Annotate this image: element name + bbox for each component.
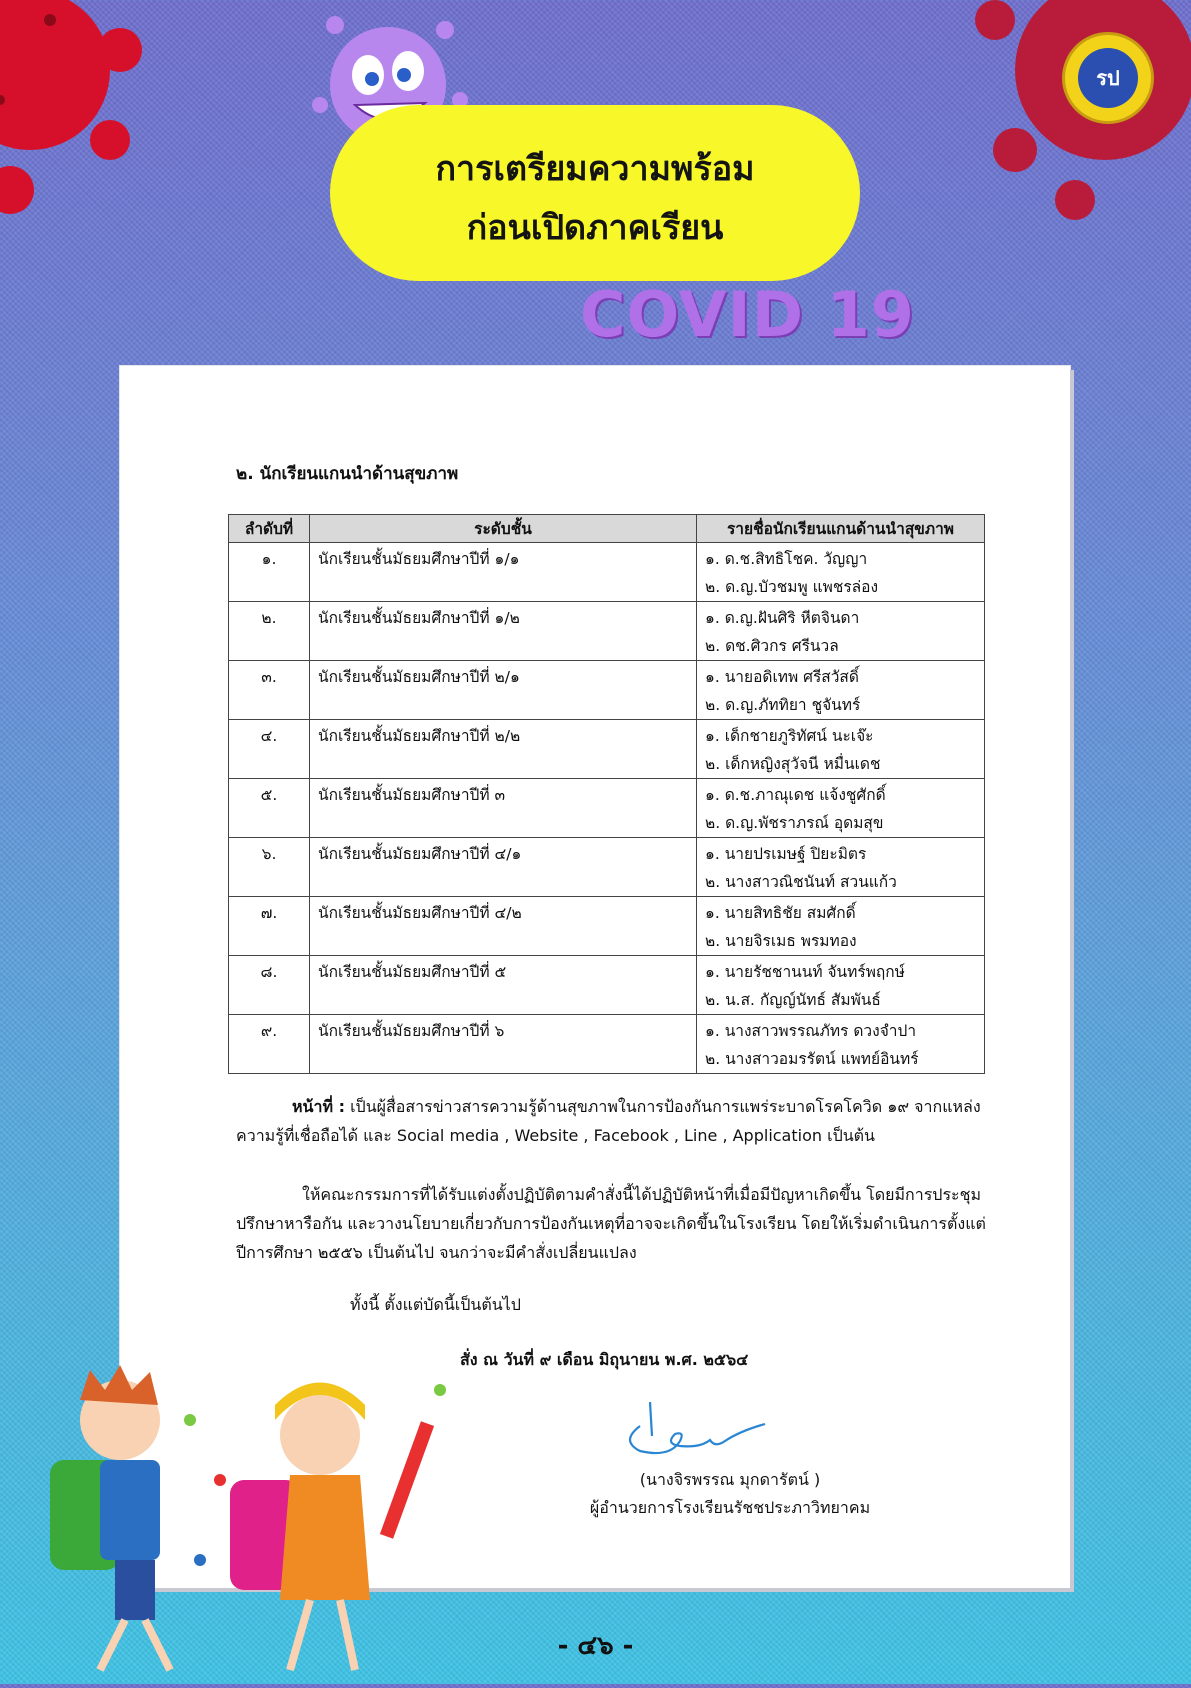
student-name: ๒. นางสาวอมรรัตน์ แพทย์อินทร์: [705, 1050, 919, 1068]
row-number: ๒.: [229, 602, 310, 661]
covid19-logo-text: COVID 19: [580, 278, 915, 351]
row-names: [697, 779, 985, 838]
student-name: ๒. นางสาวณิชนันท์ สวนแก้ว: [705, 873, 897, 891]
row-names: [697, 661, 985, 720]
student-name: ๑. นายรัชชานนท์ จันทร์พฤกษ์: [705, 963, 905, 981]
row-names: [697, 956, 985, 1015]
header-level: ระดับชั้น: [310, 515, 697, 543]
order-date: สั่ง ณ วันที่ ๙ เดือน มิถุนายน พ.ศ. ๒๕๖๔: [460, 1350, 749, 1369]
header-student-names: รายชื่อนักเรียนแกนด้านนำสุขภาพ: [697, 515, 985, 543]
signature-image: [580, 1396, 780, 1466]
svg-text:รป: รป: [1096, 66, 1120, 90]
order-line1: ให้คณะกรรมการที่ได้รับแต่งตั้งปฏิบัติตามคำสั่งนี้ได้ปฏิบัติหน้าที่เมื่อมีปัญหาเกิดขึ้น โดยมีการประชุม: [302, 1185, 982, 1204]
student-name: ๒. ดช.ศิวกร ศรีนวล: [705, 637, 839, 655]
duty-text: เป็นผู้สื่อสารข่าวสารความรู้ด้านสุขภาพในการป้องกันการแพร่ระบาดโรคโควิด ๑๙ จากแหล่ง: [344, 1097, 981, 1116]
effective-statement: ทั้งนี้ ตั้งแต่บัดนี้เป็นต้นไป: [350, 1295, 521, 1314]
student-name: ๑. นายอดิเทพ ศรีสวัสดิ์: [705, 668, 859, 686]
banner-title-line1: การเตรียมความพร้อม: [435, 149, 755, 189]
row-number: ๓.: [229, 661, 310, 720]
row-names: [697, 838, 985, 897]
duty-label: หน้าที่ :: [292, 1097, 345, 1116]
student-name: ๑. นางสาวพรรณภัทร ดวงจำปา: [705, 1022, 917, 1040]
row-names: [697, 720, 985, 779]
banner-title-line2: ก่อนเปิดภาคเรียน: [466, 208, 724, 248]
student-name: ๑. ด.ช.ภาณุเดช แจ้งชูศักดิ์: [705, 786, 886, 804]
table-row: [229, 661, 985, 720]
row-level: นักเรียนชั้นมัธยมศึกษาปีที่ ๒/๒: [310, 720, 697, 779]
row-names: [697, 602, 985, 661]
page-number: - ๔๖ -: [557, 1631, 634, 1661]
row-number: ๑.: [229, 543, 310, 602]
student-name: ๒. นายจิรเมธ พรมทอง: [705, 932, 857, 950]
order-paragraph: [236, 1180, 996, 1267]
order-line2: ปรึกษาหารือกัน และวางนโยบายเกี่ยวกับการป้องกันเหตุที่อาจจะเกิดขึ้นในโรงเรียน โดยให้เริ่มดำเนินการตั้งแต่: [236, 1214, 986, 1233]
row-level: นักเรียนชั้นมัธยมศึกษาปีที่ ๒/๑: [310, 661, 697, 720]
row-number: ๘.: [229, 956, 310, 1015]
row-names: [697, 897, 985, 956]
student-name: ๒. ด.ญ.พัชราภรณ์ อุดมสุข: [705, 814, 884, 832]
title-banner: [330, 105, 860, 281]
duty-line2: ความรู้ที่เชื่อถือได้ และ Social media , Website , Facebook , Line , Application เป็นต้น: [236, 1126, 875, 1145]
table-row: [229, 956, 985, 1015]
table-header-row: [229, 515, 985, 543]
table-row: [229, 1015, 985, 1074]
row-level: นักเรียนชั้นมัธยมศึกษาปีที่ ๑/๑: [310, 543, 697, 602]
student-name: ๒. ด.ญ.ภัททิยา ชูจันทร์: [705, 696, 861, 714]
row-number: ๖.: [229, 838, 310, 897]
row-names: [697, 543, 985, 602]
row-number: ๔.: [229, 720, 310, 779]
table-row: [229, 602, 985, 661]
row-level: นักเรียนชั้นมัธยมศึกษาปีที่ ๖: [310, 1015, 697, 1074]
student-name: ๒. น.ส. กัญญ์นัทธ์ สัมพันธ์: [705, 991, 881, 1009]
health-leaders-table: [228, 514, 985, 1074]
signatory-position: ผู้อำนวยการโรงเรียนรัชชประภาวิทยาคม: [589, 1498, 871, 1517]
row-level: นักเรียนชั้นมัธยมศึกษาปีที่ ๑/๒: [310, 602, 697, 661]
row-level: นักเรียนชั้นมัธยมศึกษาปีที่ ๕: [310, 956, 697, 1015]
header-order: ลำดับที่: [229, 515, 310, 543]
row-number: ๙.: [229, 1015, 310, 1074]
school-logo: [1062, 32, 1154, 124]
duty-line1: [236, 1092, 996, 1121]
virus-red-left-decoration: [0, 0, 170, 240]
table-row: [229, 838, 985, 897]
row-number: ๕.: [229, 779, 310, 838]
order-line3: ปีการศึกษา ๒๕๕๖ เป็นต้นไป จนกว่าจะมีคำสั่งเปลี่ยนแปลง: [236, 1243, 637, 1262]
student-name: ๑. เด็กชายภูริทัศน์ นะเจ๊ะ: [705, 727, 874, 745]
row-names: [697, 1015, 985, 1074]
student-name: ๒. ด.ญ.บัวชมพู แพชรล่อง: [705, 578, 879, 596]
row-number: ๗.: [229, 897, 310, 956]
student-name: ๑. ด.ญ.ฝันศิริ หีตจินดา: [705, 609, 860, 627]
duty-paragraph: [236, 1092, 996, 1150]
table-row: [229, 720, 985, 779]
signatory-name: (นางจิรพรรณ มุกดารัตน์ ): [639, 1470, 821, 1489]
student-name: ๒. เด็กหญิงสุวัจนี หมื่นเดช: [705, 755, 881, 773]
table-row: [229, 897, 985, 956]
student-name: ๑. นายปรเมษฐ์ ปิยะมิตร: [705, 845, 867, 863]
row-level: นักเรียนชั้นมัธยมศึกษาปีที่ ๓: [310, 779, 697, 838]
row-level: นักเรียนชั้นมัธยมศึกษาปีที่ ๔/๑: [310, 838, 697, 897]
student-name: ๑. นายสิทธิชัย สมศักดิ์: [705, 904, 856, 922]
table-row: [229, 779, 985, 838]
table-row: [229, 543, 985, 602]
row-level: นักเรียนชั้นมัธยมศึกษาปีที่ ๔/๒: [310, 897, 697, 956]
section-title: ๒. นักเรียนแกนนำด้านสุขภาพ: [236, 464, 459, 484]
student-name: ๑. ด.ช.สิทธิโชค. วัญญา: [705, 550, 868, 568]
